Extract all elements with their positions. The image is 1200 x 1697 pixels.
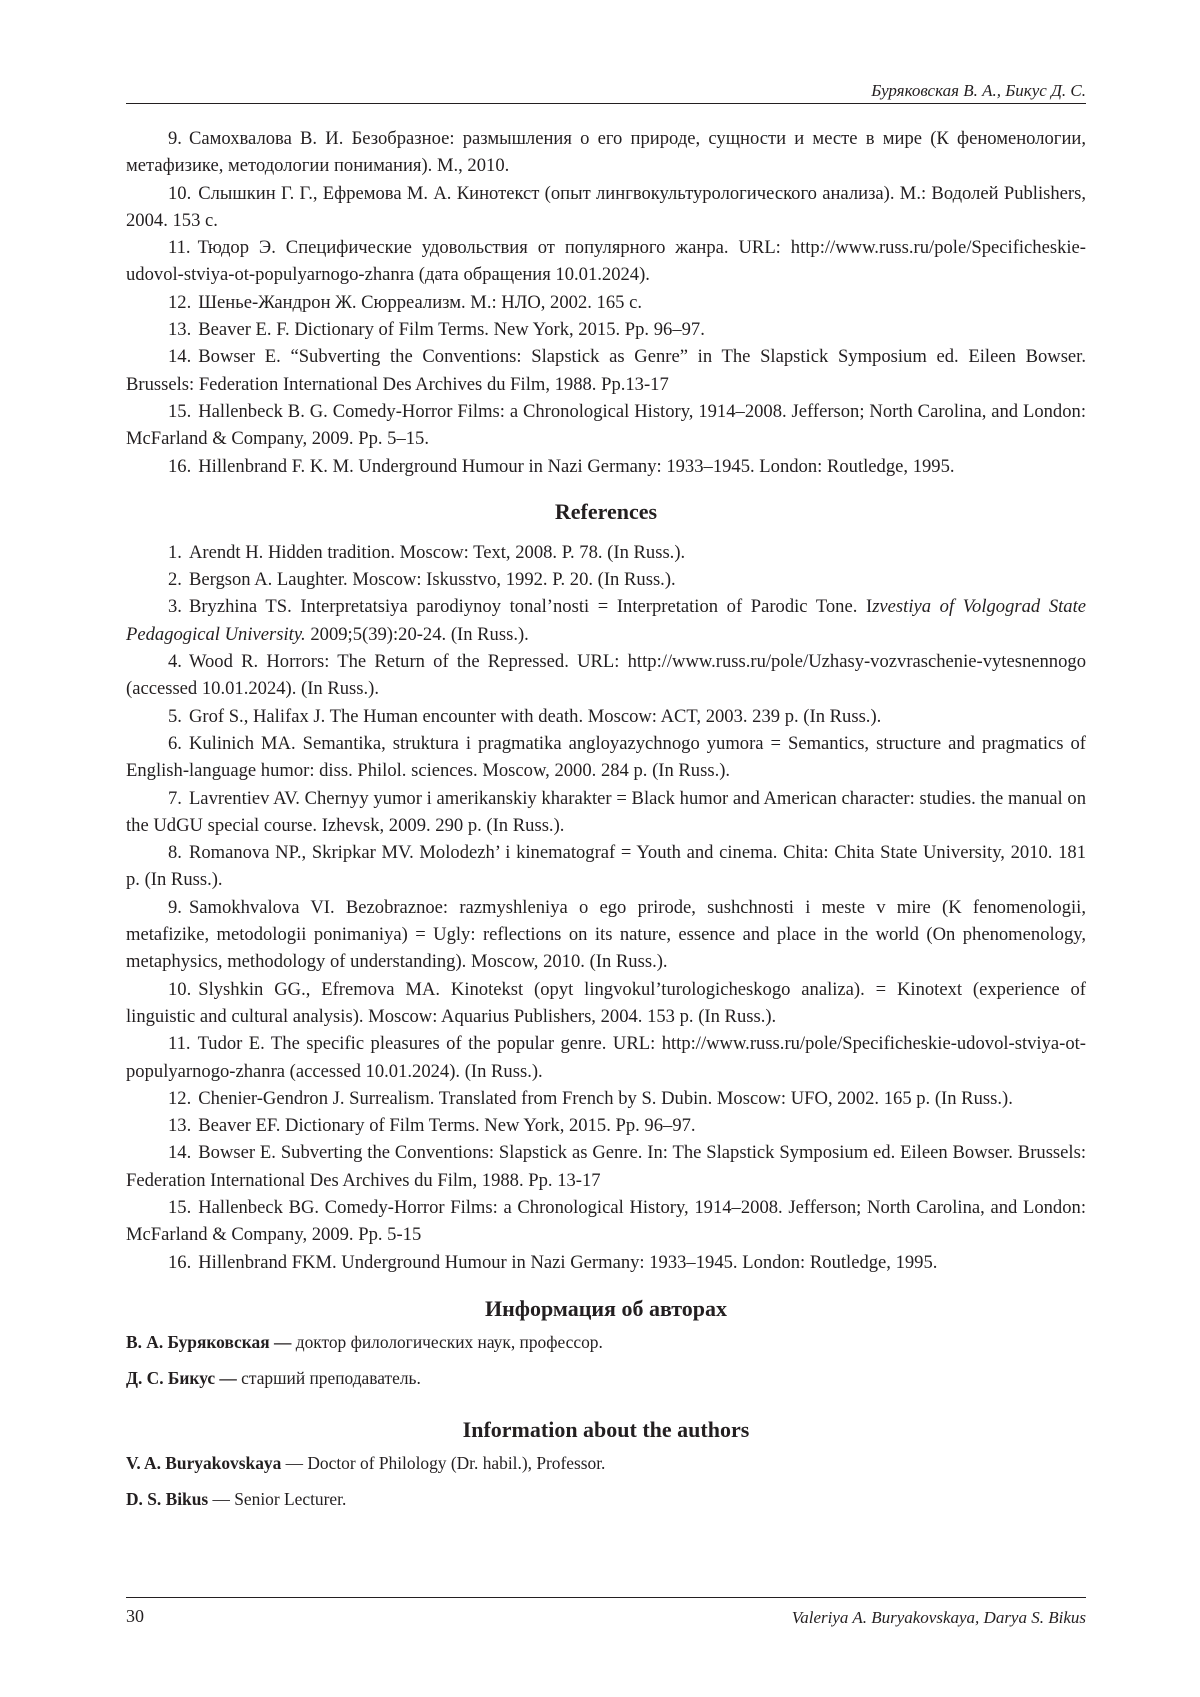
reference-item: 5. Grof S., Halifax J. The Human encounter with death. Moscow: ACT, 2003. 239 p. (In Russ.). (168, 705, 882, 727)
author-en-1: V. A. Buryakovskaya — Doctor of Philology (Dr. habil.), Professor. (126, 1452, 606, 1473)
page-number: 30 (126, 1606, 144, 1626)
header-divider (126, 103, 1086, 104)
running-header: Буряковская В. А., Бикус Д. С. (871, 81, 1086, 100)
literature-item: 11. Тюдор Э. Специфические удовольствия от популярного жанра. URL: http://www.russ.ru/pole/Specificheskie-udovol-stviya-ot-populyarnogo-zhanra (дата обращения 10.01.2024). (126, 237, 1086, 286)
literature-item: 15. Hallenbeck B. G. Comedy-Horror Films: a Chronological History, 1914–2008. Jefferson; North Carolina, and London: McFarland & Company, 2009. Pp. 5–15. (126, 400, 1086, 450)
references-list (126, 539, 1086, 1276)
authors-info-ru-heading: Информация об авторах (484, 1295, 728, 1321)
reference-item: 7. Lavrentiev AV. Chernyy yumor i amerikanskiy kharakter = Black humor and American character: studies. the manual on the UdGU special course. Izhevsk, 2009. 290 p. (In Russ.). (126, 787, 1086, 836)
reference-item: 16. Hillenbrand FKM. Underground Humour in Nazi Germany: 1933–1945. London: Routledge, 1995. (168, 1251, 938, 1273)
reference-item: 1. Arendt H. Hidden tradition. Moscow: Text, 2008. P. 78. (In Russ.). (168, 541, 686, 563)
author-ru-1: В. А. Буряковская — доктор филологических наук, профессор. (126, 1331, 603, 1352)
references-heading: References (554, 498, 658, 524)
reference-item: 9. Samokhvalova VI. Bezobraznoe: razmyshleniya o ego prirode, sushchnosti i meste v mire (K fenomenologii, metafizike, metodologii ponimaniya) = Ugly: reflections on its nature, essence and place in the world (On phenomenology, metaphysics, methodology of understanding). Moscow, 2010. (In Russ.). (126, 896, 1086, 973)
reference-item: 6. Kulinich MA. Semantika, struktura i pragmatika angloyazychnogo yumora = Semantics, structure and pragmatics of English-language humor: diss. Philol. sciences. Moscow, 2000. 284 p. (In Russ.). (126, 732, 1086, 782)
running-footer: Valeriya A. Buryakovskaya, Darya S. Bikus (791, 1608, 1086, 1627)
footer-divider (126, 1597, 1086, 1598)
literature-item: 16. Hillenbrand F. K. M. Underground Humour in Nazi Germany: 1933–1945. London: Routledge, 1995. (168, 455, 955, 477)
literature-item: 10. Слышкин Г. Г., Ефремова М. А. Кинотекст (опыт лингвокультурологического анализа). М.: Водолей Publishers, 2004. 153 с. (126, 182, 1086, 231)
page-body (126, 125, 1086, 1523)
authors-info-en-heading: Information about the authors (462, 1416, 750, 1442)
reference-item: 2. Bergson A. Laughter. Moscow: Iskusstvo, 1992. P. 20. (In Russ.). (168, 569, 676, 591)
literature-list (126, 125, 1086, 480)
author-ru-2: Д. С. Бикус — старший преподаватель. (126, 1367, 421, 1388)
reference-item: 12. Chenier-Gendron J. Surrealism. Translated from French by S. Dubin. Moscow: UFO, 2002. 165 p. (In Russ.). (168, 1087, 1013, 1109)
literature-item: 9. Самохвалова В. И. Безобразное: размышления о его природе, сущности и месте в мире (К феноменологии, метафизике, методологии понимания). М., 2010. (126, 128, 1086, 177)
literature-item: 13. Beaver E. F. Dictionary of Film Terms. New York, 2015. Pp. 96–97. (168, 319, 705, 341)
reference-item: 15. Hallenbeck BG. Comedy-Horror Films: a Chronological History, 1914–2008. Jefferson; North Carolina, and London: McFarland & Company, 2009. Pp. 5-15 (126, 1196, 1086, 1246)
reference-item: 14. Bowser E. Subverting the Conventions: Slapstick as Genre. In: The Slapstick Symposium ed. Eileen Bowser. Brussels: Federation International Des Archives du Film, 1988. Pp. 13-17 (126, 1142, 1086, 1191)
reference-item: 3. Bryzhina TS. Interpretatsiya parodiynoy tonal’nosti = Interpretation of Parodic Tone. Izvestiya of Volgograd State Pedagogical University. 2009;5(39):20-24. (In Russ.). (126, 596, 1086, 645)
reference-item: 13. Beaver EF. Dictionary of Film Terms. New York, 2015. Pp. 96–97. (168, 1115, 696, 1137)
author-en-2: D. S. Bikus — Senior Lecturer. (126, 1488, 347, 1509)
reference-item: 10. Slyshkin GG., Efremova MA. Kinotekst (opyt lingvokul’turologicheskogo analiza). = Kinotext (experience of linguistic and cultural analysis). Moscow: Aquarius Publishers, 2004. 153 p. (In Russ.). (126, 978, 1086, 1027)
reference-item: 4. Wood R. Horrors: The Return of the Repressed. URL: http://www.russ.ru/pole/Uzhasy-vozvraschenie-vytesnennogo (accessed 10.01.2024). (In Russ.). (126, 651, 1086, 700)
literature-item: 14. Bowser E. “Subverting the Conventions: Slapstick as Genre” in The Slapstick Symposium ed. Eileen Bowser. Brussels: Federation International Des Archives du Film, 1988. Pp.13-17 (126, 346, 1086, 395)
reference-item: 11. Tudor E. The specific pleasures of the popular genre. URL: http://www.russ.ru/pole/Specificheskie-udovol-stviya-ot-populyarnogo-zhanra (accessed 10.01.2024). (In Russ.). (126, 1033, 1086, 1082)
literature-item: 12. Шенье-Жандрон Ж. Сюрреализм. М.: НЛО, 2002. 165 с. (168, 291, 642, 313)
reference-item: 8. Romanova NP., Skripkar MV. Molodezh’ i kinematograf = Youth and cinema. Chita: Chita State University, 2010. 181 p. (In Russ.). (126, 842, 1086, 891)
